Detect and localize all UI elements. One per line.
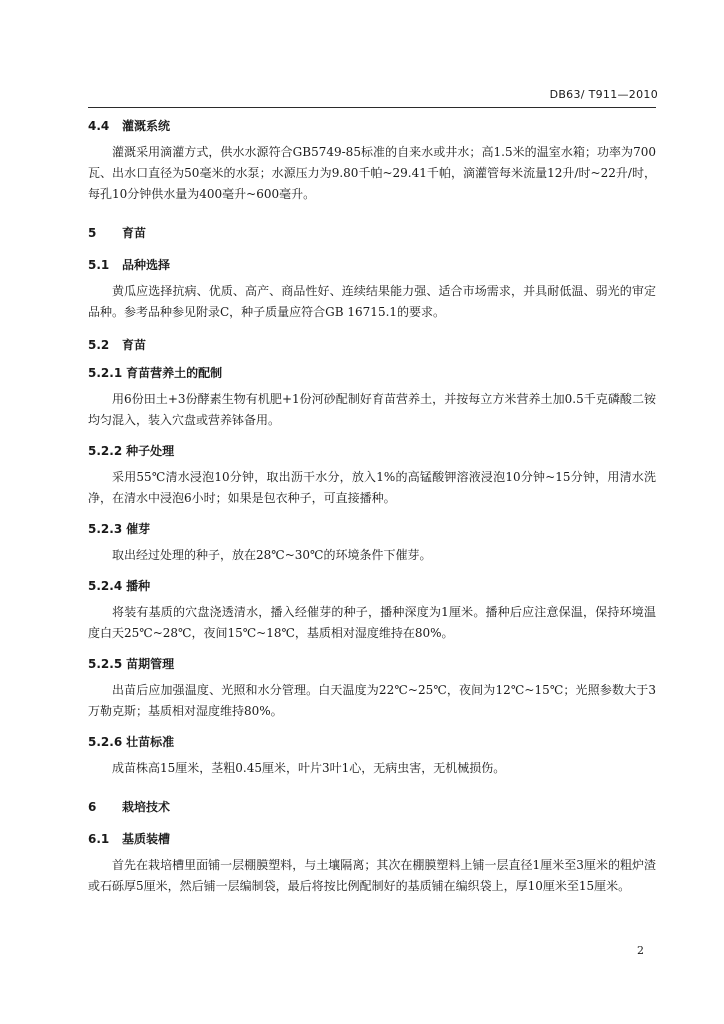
paragraph-germination: 取出经过处理的种子，放在28℃~30℃的环境条件下催芽。 bbox=[112, 548, 432, 562]
paragraph-substrate-filling: 首先在栽培槽里面铺一层棚膜塑料，与土壤隔离；其次在棚膜塑料上铺一层直径1厘米至3厘米的粗炉渣或石砾厚5厘米，然后铺一层编制袋，最后将按比例配制好的基质铺在编织袋上，厚10厘米至15厘米。 bbox=[88, 858, 656, 893]
section-heading-5-2-6: 5.2.6 壮苗标准 bbox=[88, 735, 175, 749]
paragraph-seed-treatment: 采用55℃清水浸泡10分钟，取出沥干水分，放入1%的高锰酸钾溶液浸泡10分钟~15分钟，用清水洗净，在清水中浸泡6小时；如果是包衣种子，可直接播种。 bbox=[88, 470, 656, 505]
section-heading-5-2-3: 5.2.3 催芽 bbox=[88, 522, 151, 536]
section-heading-4-4: 4.4 灌溉系统 bbox=[88, 119, 171, 133]
section-heading-6-1: 6.1 基质装槽 bbox=[88, 832, 171, 846]
paragraph-variety: 黄瓜应选择抗病、优质、高产、商品性好、连续结果能力强、适合市场需求，并具耐低温、弱光的审定品种。参考品种参见附录C，种子质量应符合GB 16715.1的要求。 bbox=[88, 284, 656, 319]
paragraph-nutrient-soil: 用6份田土+3份酵素生物有机肥+1份河砂配制好育苗营养土，并按每立方米营养土加0.5千克磷酸二铵均匀混入，装入穴盘或营养钵备用。 bbox=[88, 392, 656, 427]
paragraph-irrigation: 灌溉采用滴灌方式，供水水源符合GB5749-85标准的自来水或井水；高1.5米的温室水箱；功率为700瓦、出水口直径为50毫米的水泵；水源压力为9.80千帕~29.41千帕，滴灌管每米流量12升/时~22升/时，每孔10分钟供水量为400毫升~600毫升。 bbox=[88, 145, 656, 201]
document-body bbox=[88, 118, 656, 897]
section-heading-5-2-5: 5.2.5 苗期管理 bbox=[88, 657, 175, 671]
paragraph-seedling-management: 出苗后应加强温度、光照和水分管理。白天温度为22℃~25℃，夜间为12℃~15℃；光照参数大于3万勒克斯；基质相对湿度维持80%。 bbox=[88, 683, 656, 718]
page-number: 2 bbox=[637, 944, 644, 957]
section-heading-5-1: 5.1 品种选择 bbox=[88, 258, 171, 272]
header-rule bbox=[88, 107, 656, 108]
section-heading-5-2-2: 5.2.2 种子处理 bbox=[88, 444, 175, 458]
section-heading-5-2-1: 5.2.1 育苗营养土的配制 bbox=[88, 366, 223, 380]
section-heading-5-2-4: 5.2.4 播种 bbox=[88, 579, 151, 593]
paragraph-strong-seedling: 成苗株高15厘米，茎粗0.45厘米，叶片3叶1心，无病虫害，无机械损伤。 bbox=[112, 761, 506, 775]
paragraph-sowing: 将装有基质的穴盘浇透清水，播入经催芽的种子，播种深度为1厘米。播种后应注意保温，保持环境温度白天25℃~28℃，夜间15℃~18℃，基质相对湿度维持在80%。 bbox=[88, 605, 656, 640]
document-code: DB63/ T911—2010 bbox=[549, 88, 658, 101]
section-heading-6: 6 栽培技术 bbox=[88, 800, 171, 814]
section-heading-5: 5 育苗 bbox=[88, 226, 147, 240]
section-heading-5-2: 5.2 育苗 bbox=[88, 338, 147, 352]
